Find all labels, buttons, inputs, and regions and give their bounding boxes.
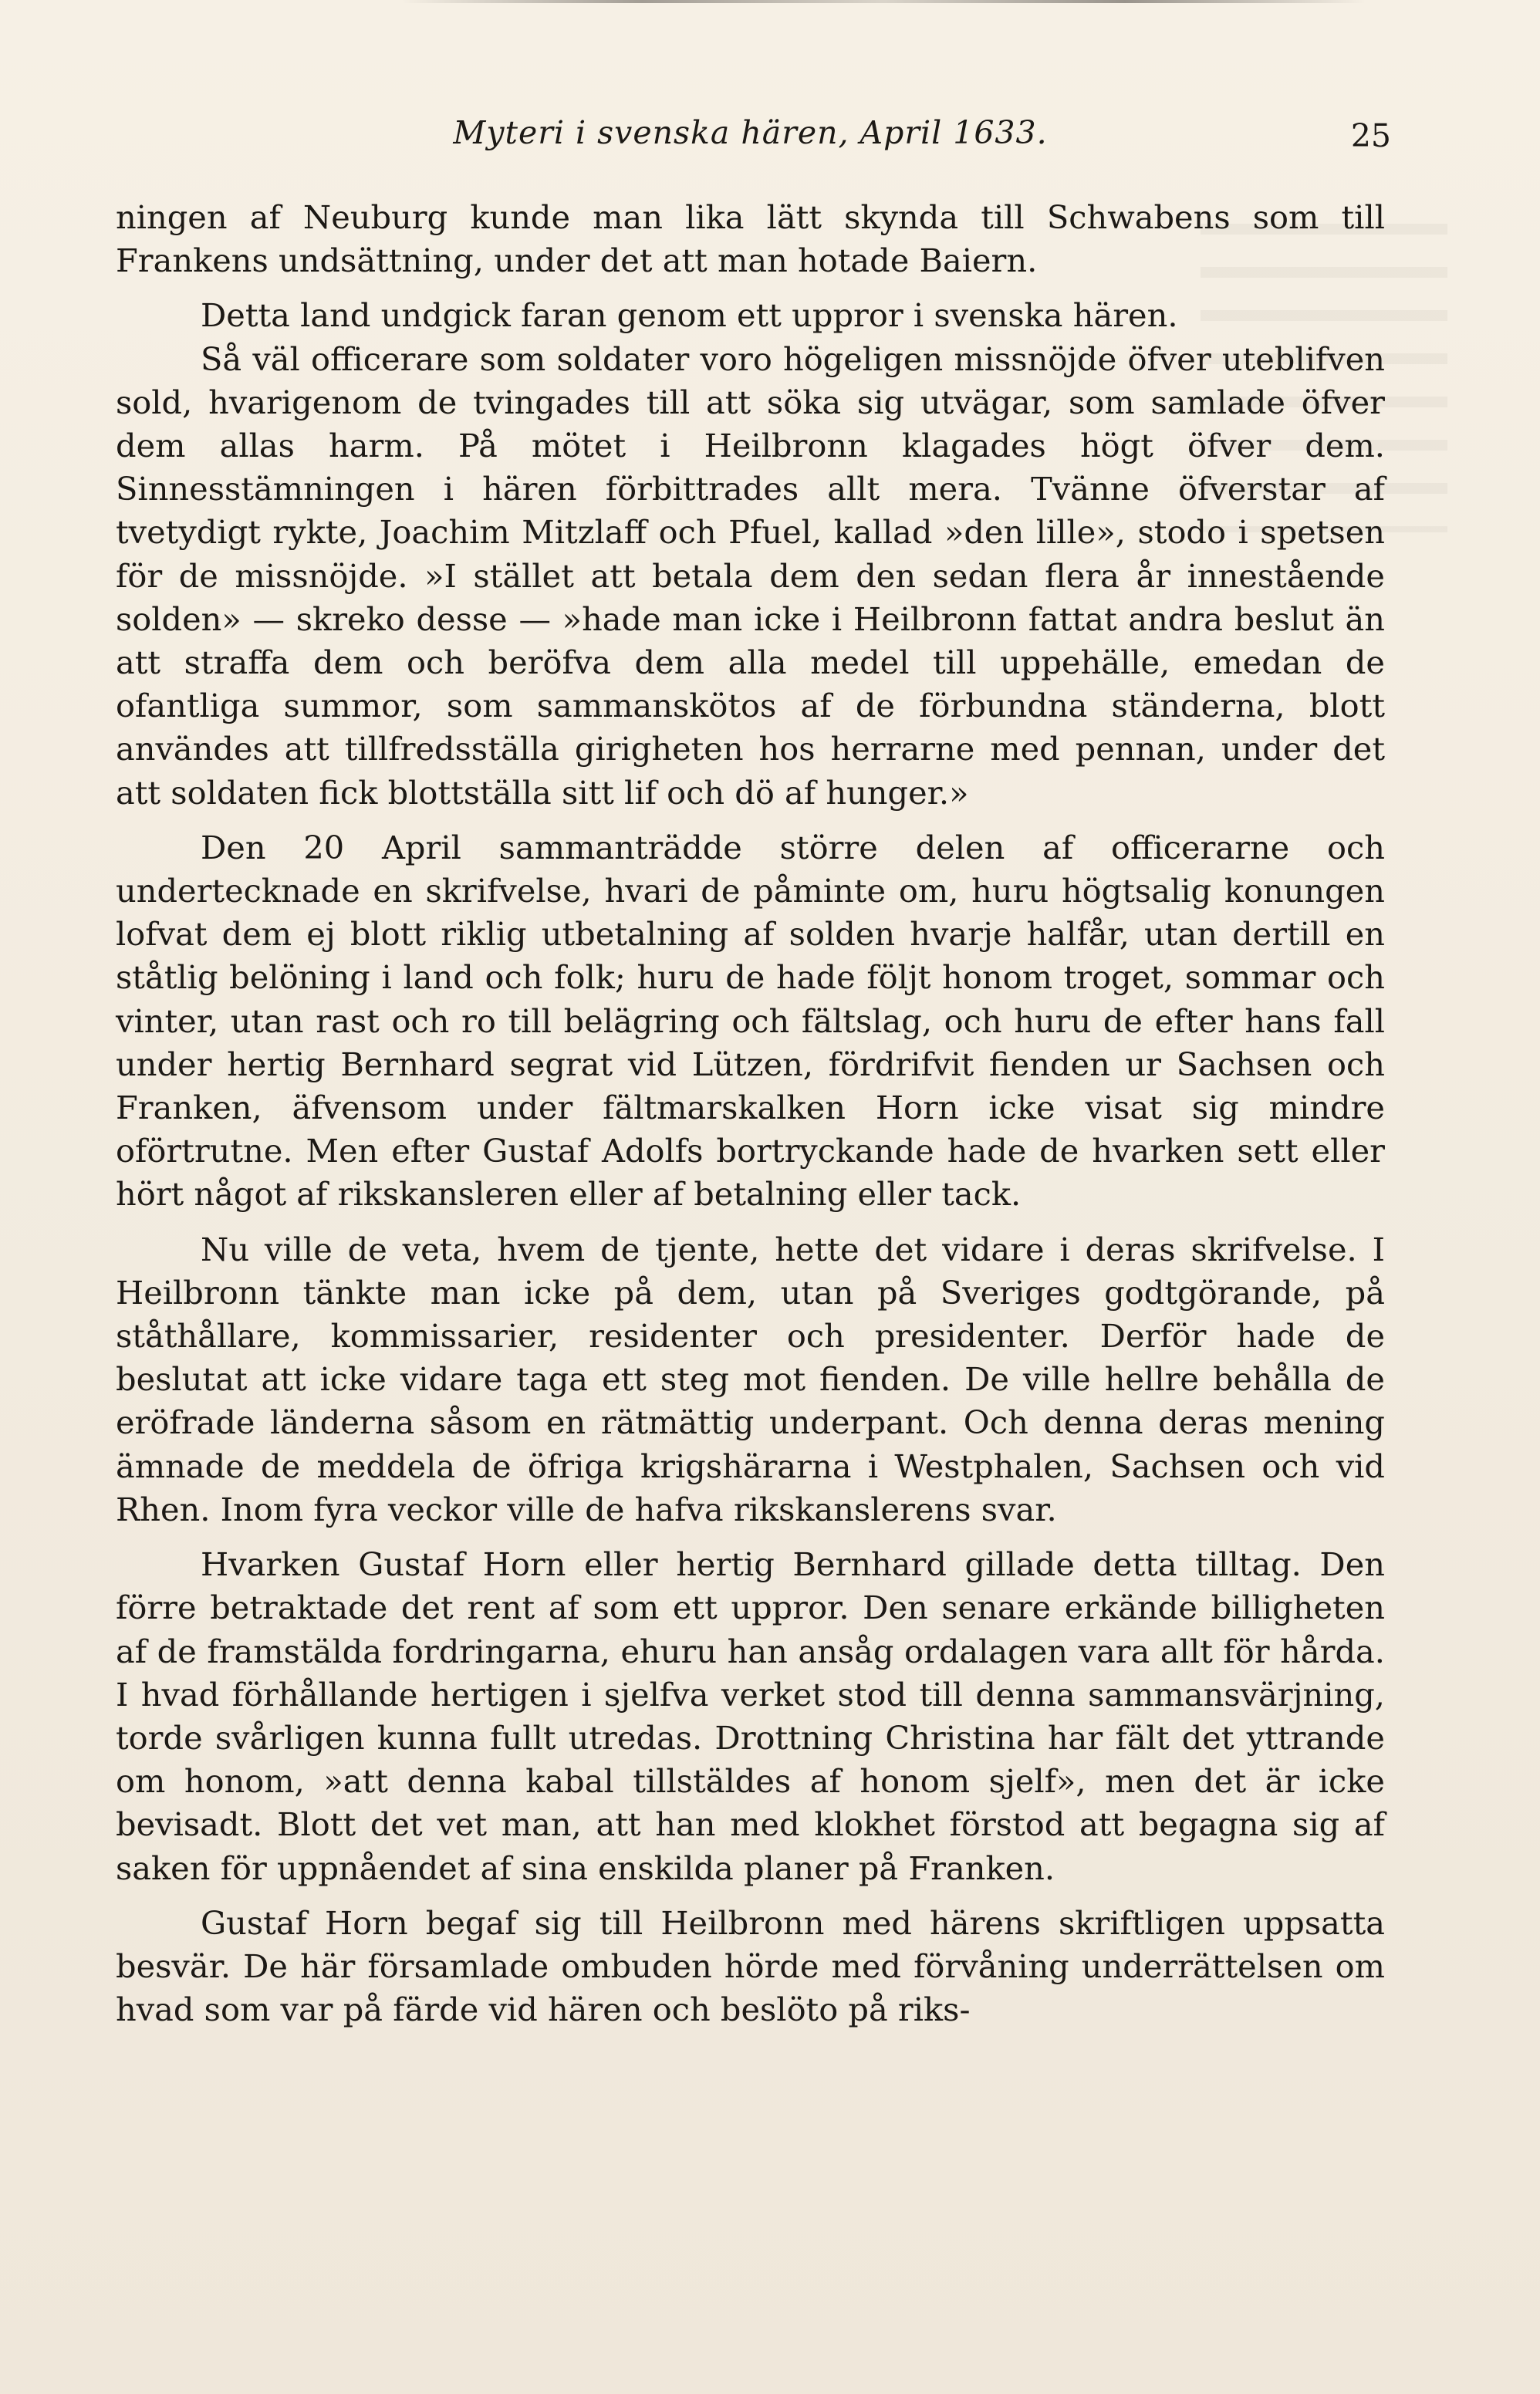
paragraph: Nu ville de veta, hvem de tjente, hette det vidare i deras skrifvelse. I Heilbronn tänkte man icke på dem, utan på Sveriges godtgörande, på ståthållare, kommissarier, residenter och presidenter. Derför hade de beslutat att icke vidare taga ett steg mot fienden. De ville hellre behålla de eröfrade länderna såsom en rätmättig underpant. Och denna deras mening ämnade de meddela de öfriga krigshärarna i Westphalen, Sachsen och vid Rhen. Inom fyra veckor ville de hafva rikskanslerens svar. [116,1230,1385,1528]
running-title: Myteri i svenska hären, April 1633. [453,114,1048,151]
page-number: 25 [1350,117,1391,154]
paragraph: Hvarken Gustaf Horn eller hertig Bernhard gillade detta tilltag. Den förre betraktade det rent af som ett uppror. Den senare erkände billigheten af de framstälda fordringarna, ehuru han ansåg ordalagen vara allt för hårda. I hvad förhållande hertigen i sjelfva verket stod till denna sammansvärjning, torde svårligen kunna fullt utredas. Drottning Christina har fält det yttrande om honom, »att denna kabal tillstäldes af honom sjelf», men det är icke bevisadt. Blott det vet man, att han med klokhet förstod att begagna sig af saken för uppnåendet af sina enskilda planer på Franken. [116,1545,1385,1887]
page-header [116,114,1391,160]
page-edge-mark [401,0,1366,3]
paragraph: Så väl officerare som soldater voro högeligen missnöjde öfver uteblifven sold, hvarigenom de tvingades till att söka sig utvägar, som samlade öfver dem allas harm. På mötet i Heilbronn klagades högt öfver dem. Sinnesstämningen i hären förbittrades allt mera. Tvänne öfverstar af tvetydigt rykte, Joachim Mitzlaff och Pfuel, kallad »den lille», stodo i spetsen för de missnöjde. »I stället att betala dem den sedan flera år innestående solden» — skreko desse — »hade man icke i Heilbronn fattat andra beslut än att straffa dem och beröfva dem alla medel till uppehälle, emedan de ofantliga summor, som sammanskötos af de förbundna ständerna, blott användes att tillfredsställa girigheten hos herrarne med pennan, under det att soldaten fick blottställa sitt lif och dö af hunger.» [116,339,1385,812]
body-text [116,196,1385,2031]
paragraph: Detta land undgick faran genom ett uppror i svenska hären. [201,296,1178,335]
paragraph: Den 20 April sammanträdde större delen af officerarne och undertecknade en skrifvelse, hvari de påminte om, huru högtsalig konungen lofvat dem ej blott riklig utbetalning af solden hvarje halfår, utan dertill en ståtlig belöning i land och folk; huru de hade följt honom troget, sommar och vinter, utan rast och ro till belägring och fältslag, och huru de efter hans fall under hertig Bernhard segrat vid Lützen, fördrifvit fienden ur Sachsen och Franken, äfvensom under fältmarskalken Horn icke visat sig mindre oförtrutne. Men efter Gustaf Adolfs bortryckande hade de hvarken sett eller hört något af rikskansleren eller af betalning eller tack. [116,828,1385,1214]
paragraph: Gustaf Horn begaf sig till Heilbronn med härens skriftligen uppsatta besvär. De här församlade ombuden hörde med förvåning underrättelsen om hvad som var på färde vid hären och beslöto på riks- [116,1903,1385,2029]
paragraph: ningen af Neuburg kunde man lika lätt skynda till Schwabens som till Frankens undsättning, under det att man hotade Baiern. [116,198,1385,280]
